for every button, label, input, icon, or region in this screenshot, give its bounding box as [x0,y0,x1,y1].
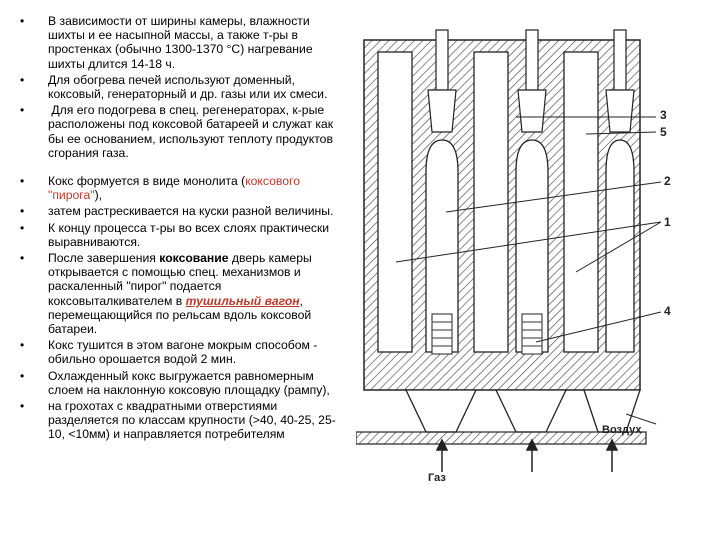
burner-pipe [526,30,538,90]
paragraph-text: Кокс тушится в этом вагоне мокрым способом - обильно орошается водой 2 мин. [48,338,318,367]
paragraph-text: После завершения [48,251,160,266]
paragraph-text: , перемещающийся по рельсам вдоль коксовой батареи. [48,293,312,337]
paragraph-text: Для обогрева печей используют доменный, коксовый, генераторный и др. газы или их смеси. [48,72,328,102]
paragraph-text: В зависимости от ширины камеры, влажности шихты и ее насыпной массы, а также т-ры в простенках (обычно 1300-1370 °С) нагревание шихты длится 14-18 ч. [48,14,313,71]
gas-label: Газ [428,472,446,484]
air-label: Воздух [602,424,642,436]
paragraph-text: затем растрескивается на куски разной величины. [48,204,334,219]
figure-label-4: 4 [664,304,671,318]
coke-pie-term: коксового "пирога" [48,174,300,203]
burner-pipe [436,30,448,90]
figure-label-3: 3 [660,108,667,122]
burner-pipe [614,30,626,90]
figure-label-5: 5 [660,125,667,139]
gas-funnel [496,390,566,432]
oven-chamber [474,52,508,352]
list-item [18,73,348,101]
list-item [18,338,348,366]
paragraph-text: ), [94,188,103,203]
list-item [18,14,348,71]
regenerator-checker [522,314,542,354]
figure-label-1: 1 [664,215,671,229]
coke-oven-diagram [356,22,706,492]
list-item [18,251,348,336]
burner-nozzle [606,90,634,132]
coking-term: коксование [159,251,229,266]
paragraph-text: К концу процесса т-ры во всех слоях практически выравниваются. [48,220,330,249]
spacer [18,162,348,174]
gas-funnel [406,390,476,432]
burner-nozzle [428,90,456,132]
paragraph-text: Для его подогрева в спец. регенераторах, к-рые расположены под коксовой батареей и служат как бы ее основанием, используют теплоту продуктов сгорания газа. [48,103,337,160]
bullet-list-bottom [18,174,348,442]
regenerator-checker [432,314,452,354]
list-item [18,399,348,442]
list-item [18,103,348,160]
list-item [18,204,348,218]
coke-oven-drawing [356,22,706,492]
paragraph-text: на грохотах с квадратными отверстиями разделяется по классам крупности (>40, 40-25, 25-10, <10мм) и направляется потребителям [48,399,336,442]
oven-chamber [378,52,412,352]
quench-car-link[interactable]: тушильный вагон [185,293,300,308]
list-item [18,221,348,249]
burner-nozzle [518,90,546,132]
figure-label-2: 2 [664,174,671,188]
paragraph-text: дверь камеры открывается с помощью спец. механизмов и раскаленный "пирог" подается коксовыталкивателем в [48,251,312,308]
bullet-list-top [18,14,348,160]
paragraph-text: Охлажденный кокс выгружается равномерным слоем на наклонную коксовую площадку (рампу), [48,368,330,397]
list-item [18,174,348,202]
list-item [18,369,348,397]
oven-chamber [564,52,598,352]
text-column [18,14,348,444]
paragraph-text: Кокс формуется в виде монолита ( [48,174,246,189]
